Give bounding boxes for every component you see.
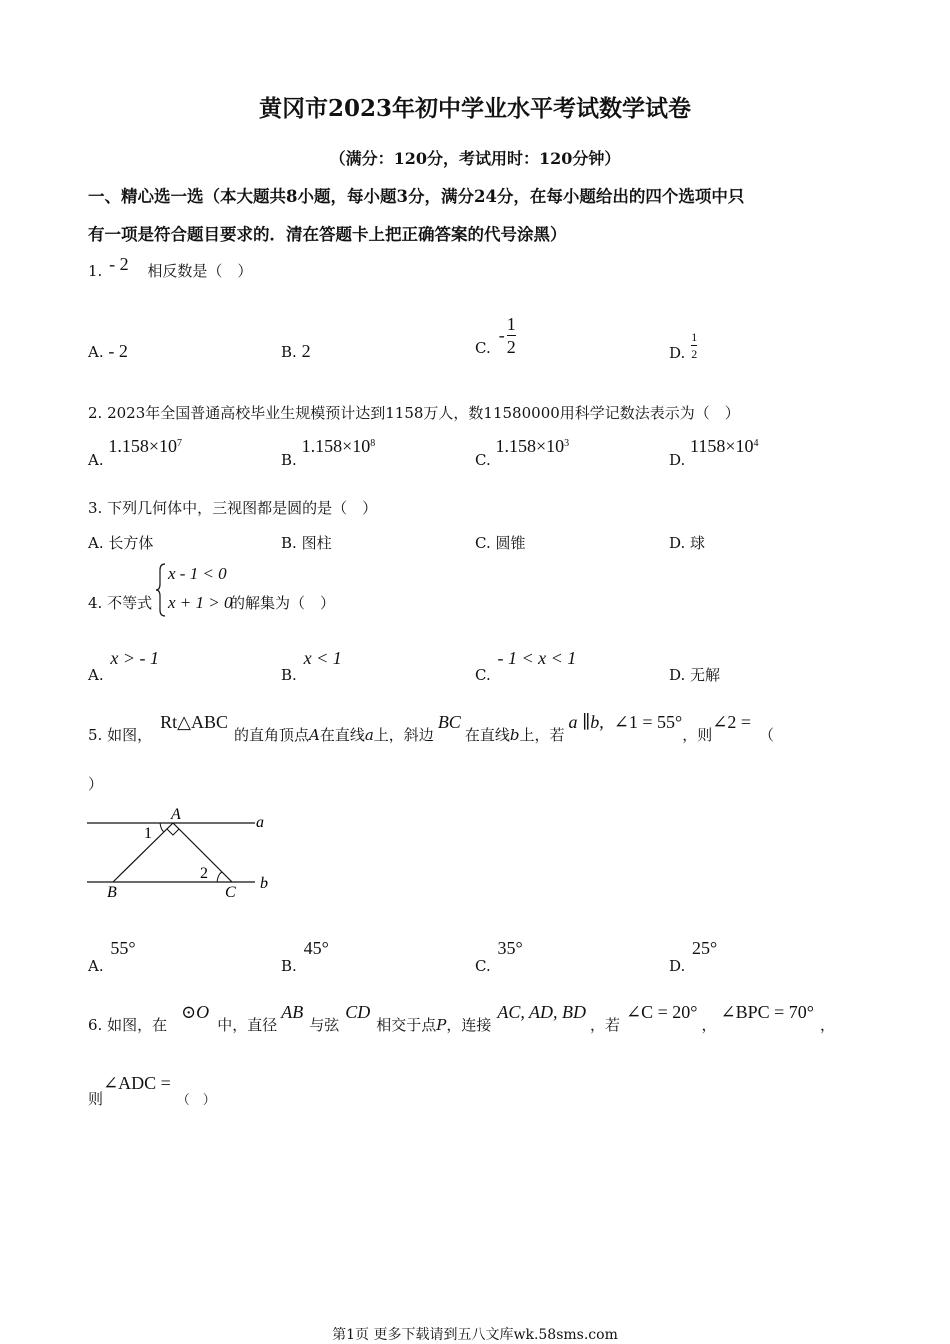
q1-option-b[interactable]: B. 2 <box>281 341 311 361</box>
q2-option-a[interactable]: A. $1.158\times 10^7$ <box>88 436 183 469</box>
label-b: b <box>260 875 268 892</box>
q1-number: 1. <box>88 262 103 280</box>
q1-option-d[interactable]: D. $\frac{1}{2}$ <box>669 329 698 362</box>
q3-option-c[interactable]: C. 圆锥 <box>475 534 526 552</box>
q1-text: 相反数是（ ） <box>147 262 253 280</box>
fraction: $\frac{1}{2}$ <box>691 329 698 361</box>
question-5: 5. 如图，Rt△ABC的直角顶点A在直线a上，斜边BC在直线b上，若a ∥b, ∠1 = 55°，则∠2 =（ <box>88 712 774 744</box>
q4-option-a[interactable]: A. x > - 1 <box>88 648 160 684</box>
q3-option-a[interactable]: A. 长方体 <box>88 534 154 552</box>
label-2: 2 <box>200 865 208 882</box>
q1-expr: - 2 <box>109 254 129 274</box>
q3-option-b[interactable]: B. 图柱 <box>281 534 332 552</box>
fraction: $\frac{1}{2}$ <box>506 314 516 357</box>
question-6-line2: 则∠ADC =（ ） <box>88 1073 216 1108</box>
question-6: 6. 如图，在⊙O中，直径AB与弦CD相交于点P，连接AC, AD, BD，若∠C = 20°，∠BPC = 70°， <box>88 1002 835 1034</box>
question-3: 3. 下列几何体中，三视图都是圆的是（ ） <box>88 499 378 517</box>
label-B: B <box>107 884 117 901</box>
label-1: 1 <box>144 825 152 842</box>
label-A: A <box>171 806 181 823</box>
q2-option-d[interactable]: D. $1158\times 10^4$ <box>669 436 759 469</box>
q4-inequality-1: x - 1 < 0 <box>168 564 227 583</box>
q4-option-c[interactable]: C. - 1 < x < 1 <box>475 648 577 684</box>
angle-2-arc <box>217 872 222 882</box>
q2-option-b[interactable]: B. $1.158\times 10^8$ <box>281 436 376 469</box>
question-4-suffix: 的解集为（ ） <box>230 594 336 612</box>
brace-icon <box>155 562 167 618</box>
exam-info: （满分：120分，考试用时：120分钟） <box>329 149 621 168</box>
question-5-close: ） <box>88 775 104 793</box>
q5-option-a[interactable]: A. 55° <box>88 938 136 975</box>
section-heading-line1: 一、精心选一选（本大题共8小题，每小题3分，满分24分，在每小题给出的四个选项中只 <box>88 187 745 206</box>
question-4-prefix: 4. 不等式 <box>88 594 153 612</box>
angle-1-arc <box>160 823 164 832</box>
page-footer: 第1页 更多下载请到五八文库wk.58sms.com <box>332 1327 618 1343</box>
label-a: a <box>256 814 264 831</box>
page-title: 黄冈市2023年初中学业水平考试数学试卷 <box>258 95 691 122</box>
q1-option-a[interactable]: A. - 2 <box>88 341 128 361</box>
right-angle-mark <box>167 829 179 835</box>
question-1 <box>88 254 253 281</box>
q1-option-c[interactable]: C. - $\frac{1}{2}$ <box>475 314 516 357</box>
q4-inequality-2: x + 1 > 0 <box>168 593 233 612</box>
section-heading-line2: 有一项是符合题目要求的．清在答题卡上把正确答案的代号涂黑） <box>88 225 567 244</box>
triangle-figure <box>80 800 280 905</box>
q5-option-d[interactable]: D. 25° <box>669 938 718 975</box>
q4-option-d[interactable]: D. 无解 <box>669 666 721 684</box>
q5-option-c[interactable]: C. 35° <box>475 938 523 975</box>
question-2: 2. 2023年全国普通高校毕业生规模预计达到1158万人，数11580000用科学记数法表示为（ ） <box>88 404 740 422</box>
q4-option-b[interactable]: B. x < 1 <box>281 648 342 684</box>
q5-option-b[interactable]: B. 45° <box>281 938 329 975</box>
label-C: C <box>225 884 236 901</box>
q3-option-d[interactable]: D. 球 <box>669 534 706 552</box>
q2-option-c[interactable]: C. $1.158\times 10^3$ <box>475 436 570 469</box>
